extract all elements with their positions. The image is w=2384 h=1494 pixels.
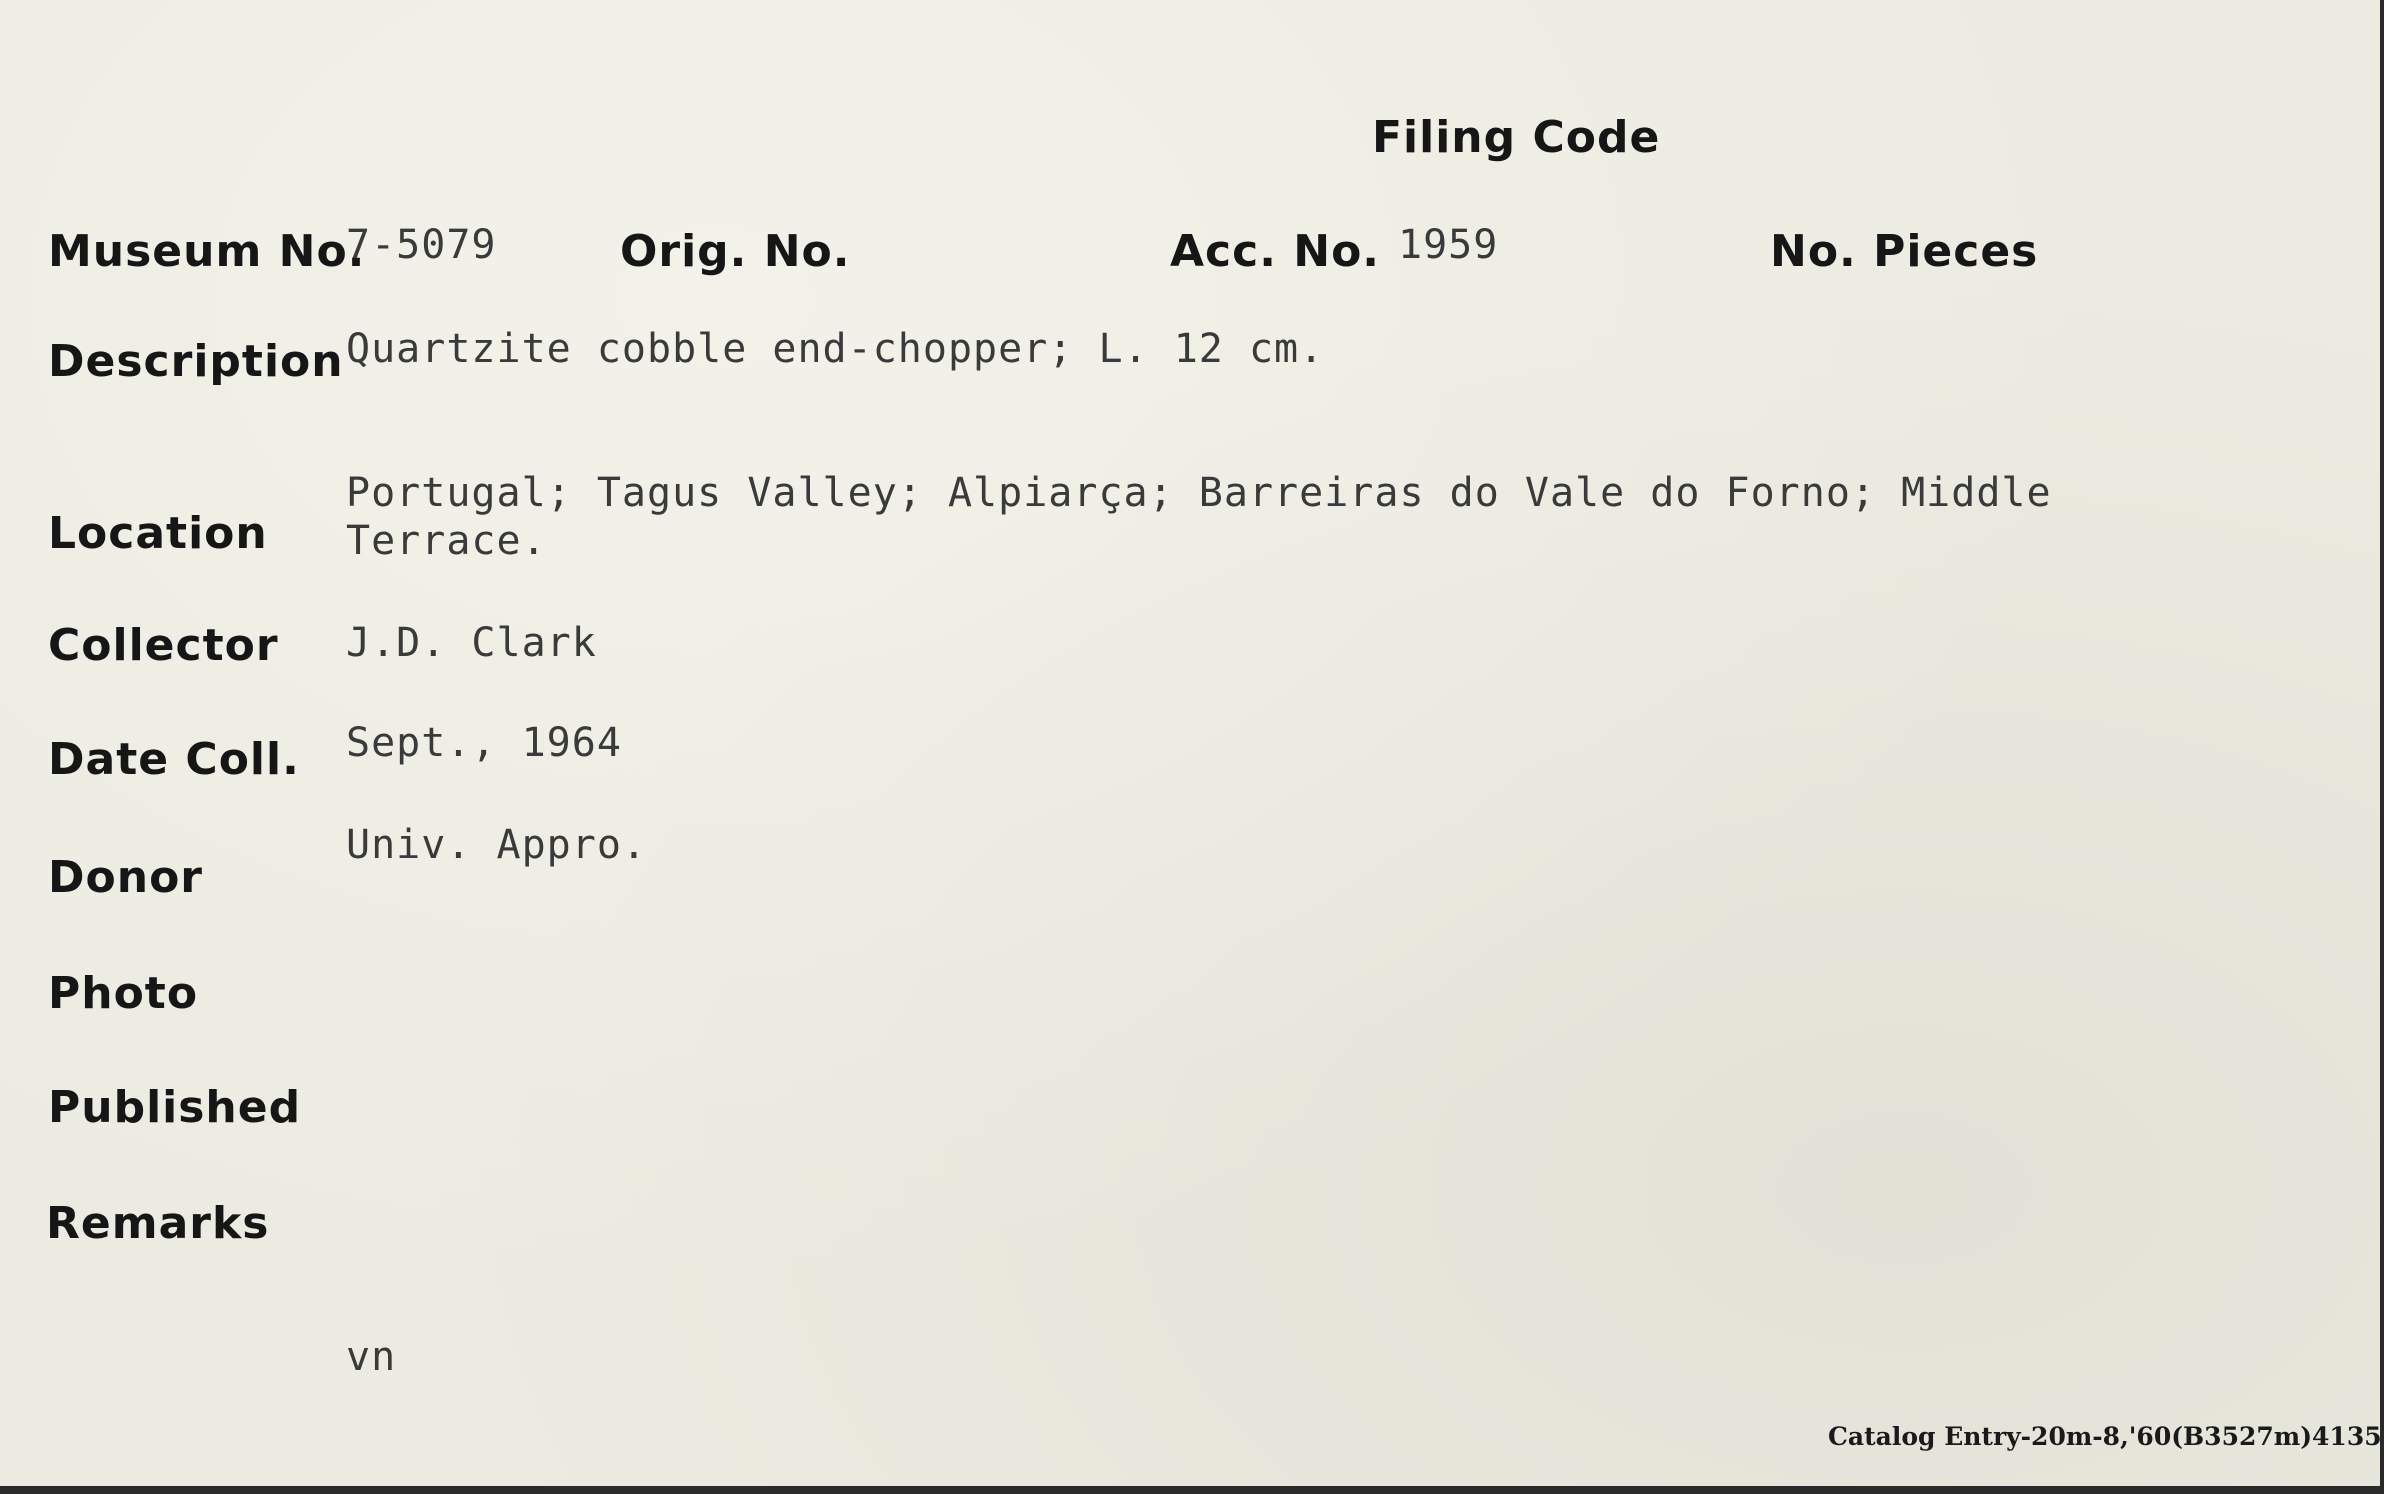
museum-no-value: 7-5079 xyxy=(346,222,497,268)
date-coll-label: Date Coll. xyxy=(48,734,300,785)
no-pieces-label: No. Pieces xyxy=(1770,226,2039,277)
orig-no-label: Orig. No. xyxy=(620,226,851,277)
catalog-footer: Catalog Entry-20m-8,'60(B3527m)4135 xyxy=(1828,1422,2382,1451)
acc-no-value: 1959 xyxy=(1398,222,1499,268)
remarks-label: Remarks xyxy=(46,1198,270,1249)
donor-label: Donor xyxy=(48,852,204,903)
location-value-line1: Portugal; Tagus Valley; Alpiarça; Barreiras do Vale do Forno; Middle xyxy=(346,470,2052,516)
location-value-line2: Terrace. xyxy=(346,518,547,564)
date-coll-value: Sept., 1964 xyxy=(346,720,622,766)
location-label: Location xyxy=(48,508,268,559)
filing-code-label: Filing Code xyxy=(1372,112,1661,163)
initials: vn xyxy=(346,1334,397,1380)
acc-no-label: Acc. No. xyxy=(1170,226,1381,277)
description-value: Quartzite cobble end-chopper; L. 12 cm. xyxy=(346,326,1325,372)
published-label: Published xyxy=(48,1082,302,1133)
collector-label: Collector xyxy=(48,620,279,671)
museum-no-label: Museum No. xyxy=(48,226,366,277)
description-label: Description xyxy=(48,336,344,387)
collector-value: J.D. Clark xyxy=(346,620,597,666)
photo-label: Photo xyxy=(48,968,199,1019)
donor-value: Univ. Appro. xyxy=(346,822,647,868)
